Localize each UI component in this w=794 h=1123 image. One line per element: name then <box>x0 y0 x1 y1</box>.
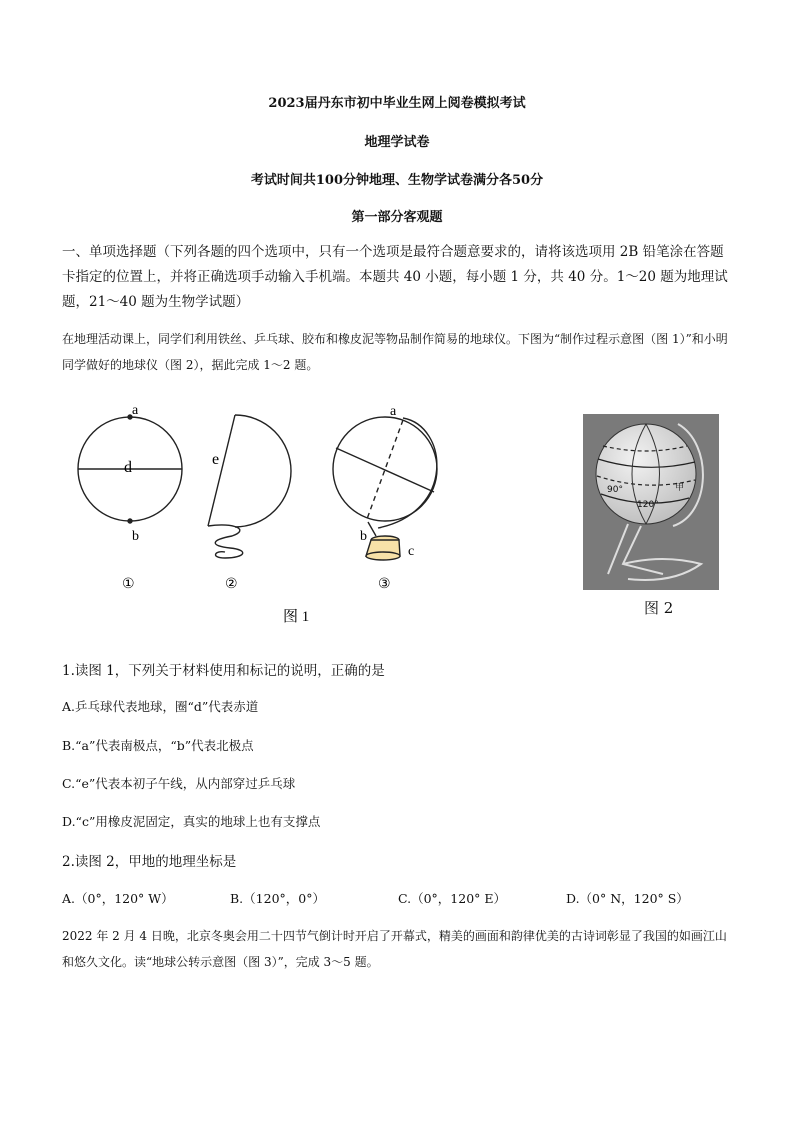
figure-1-caption: 图 1 <box>283 609 310 625</box>
globe-label-90: 90° <box>607 485 623 495</box>
figure-2-caption: 图 2 <box>644 599 674 617</box>
q1-option-a: A.乒乓球代表地球，圈“d”代表赤道 <box>62 699 259 714</box>
q2-option-b: B.（120°，0°） <box>230 891 325 906</box>
globe-photo-drawing <box>583 414 719 590</box>
q1-option-d: D.“c”用橡皮泥固定，真实的地球上也有支撑点 <box>62 814 321 829</box>
part-title: 第一部分客观题 <box>351 210 443 225</box>
material-paragraph-1: 在地理活动课上，同学们利用铁丝、乒乓球、胶布和橡皮泥等物品制作简易的地球仪。下图为“制作过程示意图（图 1）”和小明同学做好的地球仪（图 2），据此完成 1～2 题。 <box>62 332 728 372</box>
q2-option-d: D.（0° N，120° S） <box>566 891 689 906</box>
step2-number: ② <box>225 576 238 592</box>
exam-info: 考试时间共100分钟地理、生物学试卷满分各50分 <box>250 173 544 188</box>
step3-equator <box>336 448 434 492</box>
q2-options <box>62 889 734 909</box>
label-b-step3: b <box>360 529 367 544</box>
q2-option-c: C.（0°，120° E） <box>398 891 507 906</box>
subject-title: 地理学试卷 <box>364 135 430 150</box>
section-instructions: 一、单项选择题（下列各题的四个选项中，只有一个选项是最符合题意要求的，请将该选项用 2B 铅笔涂在答题卡指定的位置上，并将正确选项手动输入手机端。本题共 40 小题，每小题 1 分，共 40 分。1～20 题为地理试题，21～40 题为生物学试题） <box>62 244 728 310</box>
label-a: a <box>132 403 139 418</box>
figure-2-photo <box>583 414 719 590</box>
globe-label-jia: 甲 <box>675 483 685 493</box>
label-e: e <box>212 451 220 468</box>
step2-spiral <box>208 525 243 558</box>
material-paragraph-2: 2022 年 2 月 4 日晚，北京冬奥会用二十四节气倒计时开启了开幕式，精美的画面和韵律优美的古诗词彰显了我国的如画江山和悠久文化。读“地球公转示意图（图 3）”，完成 3～5 题。 <box>62 929 727 969</box>
step2-wire-e <box>208 415 235 526</box>
q1-stem: 1.读图 1，下列关于材料使用和标记的说明，正确的是 <box>62 663 385 679</box>
q2-option-a: A.（0°，120° W） <box>62 891 174 906</box>
step3-number: ③ <box>378 576 391 592</box>
figure-1-drawing <box>60 400 480 630</box>
q1-option-c: C.“e”代表本初子午线，从内部穿过乒乓球 <box>62 776 296 791</box>
label-a-step3: a <box>390 404 397 419</box>
step1-number: ① <box>122 576 135 592</box>
step3-meridian-ring <box>378 418 437 528</box>
label-c: c <box>408 544 415 559</box>
figure-1 <box>60 400 480 630</box>
q2-stem: 2.读图 2，甲地的地理坐标是 <box>62 854 237 870</box>
label-d: d <box>124 459 132 476</box>
globe-label-120: 120° <box>637 500 659 510</box>
exam-title: 2023届丹东市初中毕业生网上阅卷模拟考试 <box>268 96 526 111</box>
label-b: b <box>132 529 139 544</box>
step2-wire-arc <box>235 415 291 527</box>
q1-option-b: B.“a”代表南极点，“b”代表北极点 <box>62 738 254 753</box>
